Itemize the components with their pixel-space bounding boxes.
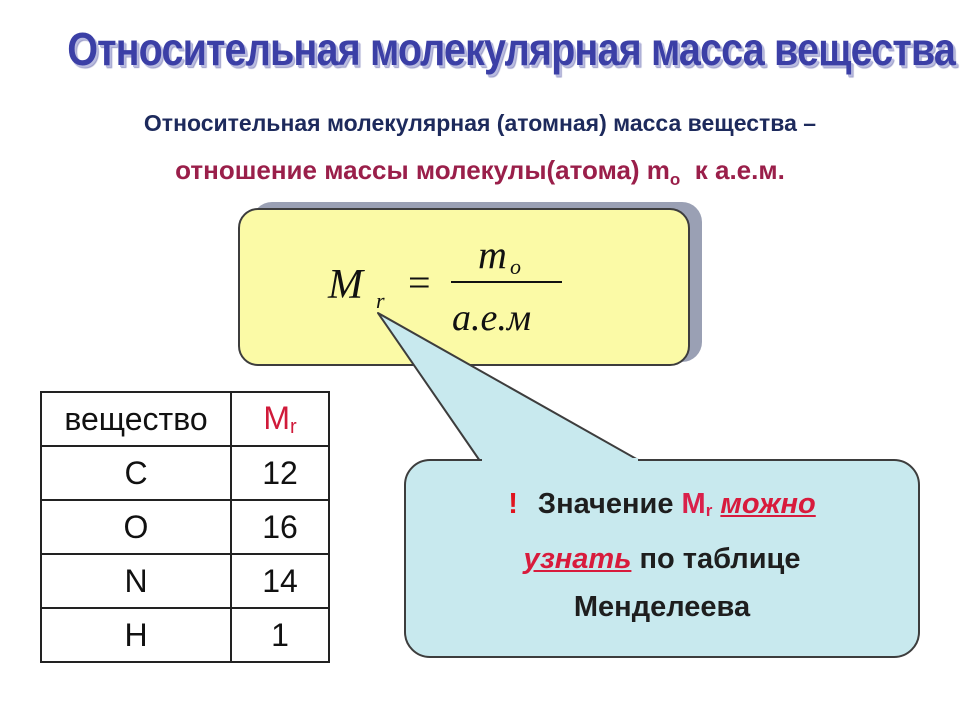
header-substance: вещество <box>41 392 231 446</box>
header-mr-sub: r <box>289 415 297 438</box>
callout-mr-symbol: M <box>681 488 706 520</box>
formula-lhs-sub: r <box>376 288 385 313</box>
formula-denominator: а.е.м <box>452 297 532 339</box>
table-row <box>41 446 329 500</box>
formula-equals: = <box>408 260 431 305</box>
table-cell-mr: 1 <box>231 608 329 662</box>
header-mr-symbol: M <box>263 399 290 436</box>
exclamation-mark: ! <box>508 488 518 520</box>
formula-numerator-symbol: m <box>478 232 507 277</box>
callout-line-3: Менделеева <box>573 591 751 623</box>
callout-text-2: по таблице <box>631 543 801 575</box>
callout-text <box>404 480 920 631</box>
table-cell-substance: O <box>41 500 231 554</box>
table-cell-substance: N <box>41 554 231 608</box>
header-mr <box>231 392 329 446</box>
callout-pointer-seam <box>482 458 638 464</box>
table-header-row <box>41 392 329 446</box>
formula-numerator-sub: o <box>510 254 521 279</box>
formula-lhs-symbol: M <box>328 262 363 308</box>
table-row <box>41 608 329 662</box>
table-row <box>41 500 329 554</box>
callout-mr <box>682 488 713 520</box>
callout-line-1 <box>404 480 920 535</box>
callout-can: можно <box>720 488 816 520</box>
callout-text-1: Значение <box>537 488 682 520</box>
definition-line-1: Относительная молекулярная (атомная) масса вещества – <box>143 110 817 136</box>
table-cell-substance: C <box>41 446 231 500</box>
definition-line-2-sub: o <box>669 170 681 189</box>
callout-find-out: узнать <box>523 543 632 575</box>
table-cell-mr: 16 <box>231 500 329 554</box>
mr-table <box>40 391 330 663</box>
table-cell-substance: H <box>41 608 231 662</box>
table-cell-mr: 12 <box>231 446 329 500</box>
table-row <box>41 554 329 608</box>
table-cell-mr: 14 <box>231 554 329 608</box>
page-title: Относительная молекулярная масса вещества <box>67 23 955 75</box>
definition-line-2-tail: к а.е.м. <box>694 155 785 185</box>
definition-line-2-main: отношение массы молекулы(атома) m <box>175 155 670 185</box>
callout-line-2 <box>404 535 920 583</box>
callout-mr-sub: r <box>705 501 713 520</box>
